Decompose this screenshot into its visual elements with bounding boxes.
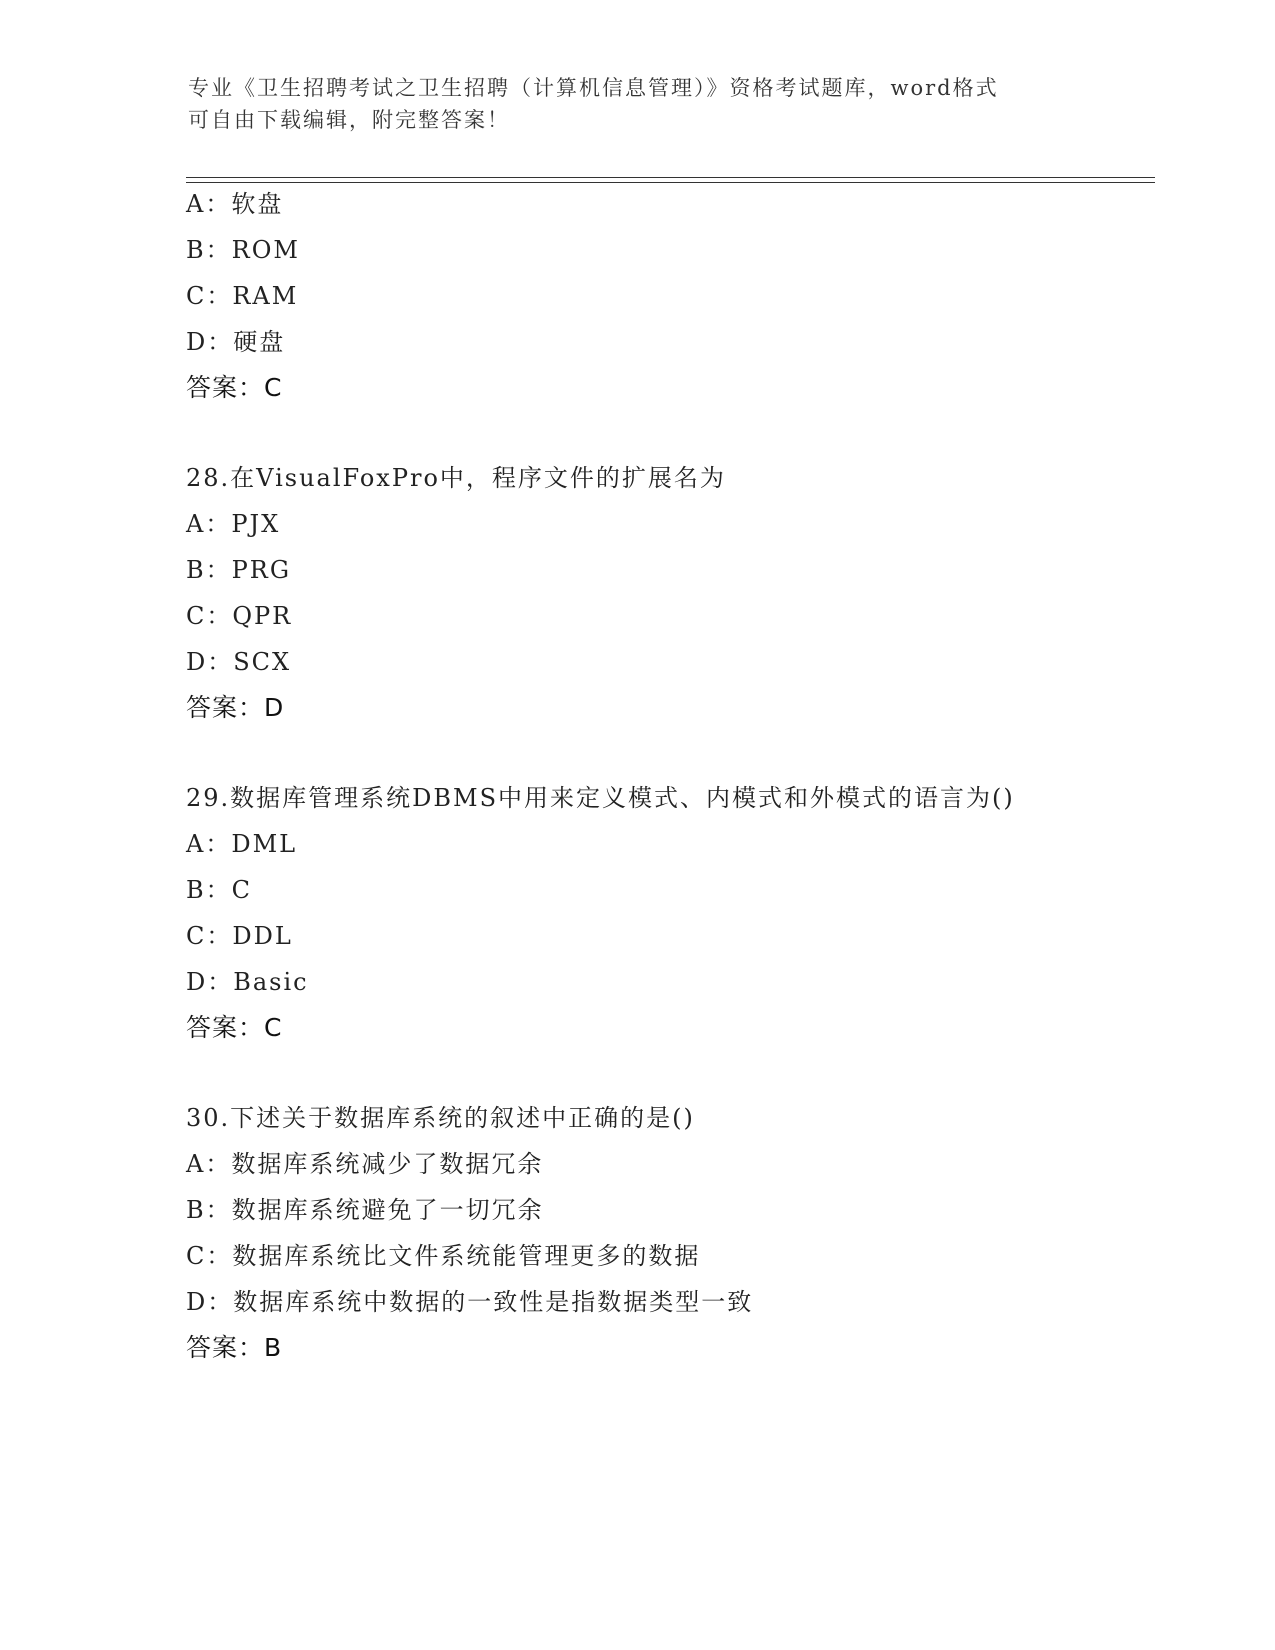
option-d: D：Basic bbox=[186, 968, 309, 996]
option-b: B：C bbox=[186, 876, 252, 904]
header-line-2: 可自由下载编辑，附完整答案！ bbox=[188, 108, 510, 132]
question-29 bbox=[186, 782, 1155, 1058]
header-line-1: 专业《卫生招聘考试之卫生招聘（计算机信息管理）》资格考试题库，word格式 bbox=[188, 76, 999, 100]
header-divider-bottom bbox=[186, 182, 1155, 183]
option-d: D：SCX bbox=[186, 648, 292, 676]
header-divider-top bbox=[186, 177, 1155, 178]
question-gap bbox=[186, 418, 1155, 462]
answer-line: 答案：B bbox=[186, 1333, 283, 1362]
option-d: D：数据库系统中数据的一致性是指数据类型一致 bbox=[186, 1288, 754, 1316]
option-c: C：QPR bbox=[186, 602, 293, 630]
answer-line: 答案：C bbox=[186, 1013, 283, 1042]
document-header bbox=[188, 72, 1088, 136]
option-b: B：数据库系统避免了一切冗余 bbox=[186, 1196, 544, 1224]
option-d: D：硬盘 bbox=[186, 328, 286, 356]
option-a: A：PJX bbox=[186, 510, 281, 538]
option-c: C：数据库系统比文件系统能管理更多的数据 bbox=[186, 1242, 701, 1270]
answer-line: 答案：C bbox=[186, 373, 283, 402]
option-a: A：数据库系统减少了数据冗余 bbox=[186, 1150, 544, 1178]
option-c: C：DDL bbox=[186, 922, 293, 950]
question-30 bbox=[186, 1102, 1155, 1378]
option-c: C：RAM bbox=[186, 282, 299, 310]
question-stem: 28.在VisualFoxPro中，程序文件的扩展名为 bbox=[186, 464, 726, 492]
question-gap bbox=[186, 1058, 1155, 1102]
question-list bbox=[186, 188, 1155, 1378]
question-28 bbox=[186, 462, 1155, 738]
answer-line: 答案：D bbox=[186, 693, 285, 722]
question-27-continued bbox=[186, 188, 1155, 418]
question-stem: 30.下述关于数据库系统的叙述中正确的是() bbox=[186, 1104, 695, 1132]
option-b: B：ROM bbox=[186, 236, 300, 264]
question-stem: 29.数据库管理系统DBMS中用来定义模式、内模式和外模式的语言为() bbox=[186, 784, 1015, 812]
option-a: A：软盘 bbox=[186, 190, 284, 218]
option-a: A：DML bbox=[186, 830, 298, 858]
option-b: B：PRG bbox=[186, 556, 292, 584]
question-gap bbox=[186, 738, 1155, 782]
